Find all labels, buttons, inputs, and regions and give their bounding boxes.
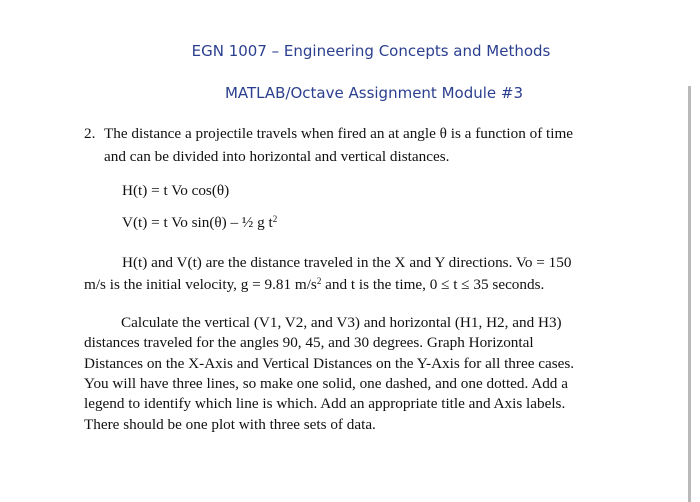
task-line-6: There should be one plot with three sets of data. xyxy=(84,416,376,433)
assignment-title: MATLAB/Octave Assignment Module #3 xyxy=(224,84,523,102)
description-line-2 xyxy=(84,276,544,294)
description-line-2-start: m/s is the initial velocity, g = 9.81 m/s xyxy=(84,276,317,293)
vertical-equation xyxy=(122,214,277,232)
vertical-equation-text: V(t) = t Vo sin(θ) – ½ g t xyxy=(122,214,273,231)
task-line-5: legend to identify which line is which. Add an appropriate title and Axis labels. xyxy=(84,395,566,412)
task-line-2: distances traveled for the angles 90, 45, and 30 degrees. Graph Horizontal xyxy=(84,334,534,351)
problem-intro-line-1: The distance a projectile travels when fired an at angle θ is a function of time xyxy=(104,125,574,142)
gravity-unit-exponent: 2 xyxy=(316,276,322,286)
task-line-4: You will have three lines, so make one solid, one dashed, and one dotted. Add a xyxy=(84,375,568,392)
task-line-1: Calculate the vertical (V1, V2, and V3) and horizontal (H1, H2, and H3) xyxy=(121,314,562,331)
problem-intro-line-2: and can be divided into horizontal and vertical distances. xyxy=(104,148,450,165)
horizontal-equation: H(t) = t Vo cos(θ) xyxy=(122,182,230,199)
vertical-equation-exponent: 2 xyxy=(272,214,278,224)
course-title: EGN 1007 – Engineering Concepts and Methods xyxy=(191,42,551,60)
scrollbar[interactable] xyxy=(688,86,691,502)
description-line-1: H(t) and V(t) are the distance traveled in the X and Y directions. Vo = 150 xyxy=(122,254,572,271)
task-line-3: Distances on the X-Axis and Vertical Distances on the Y-Axis for all three cases. xyxy=(84,355,575,372)
problem-number: 2. xyxy=(84,125,96,142)
description-line-2-end: and t is the time, 0 ≤ t ≤ 35 seconds. xyxy=(321,276,545,293)
